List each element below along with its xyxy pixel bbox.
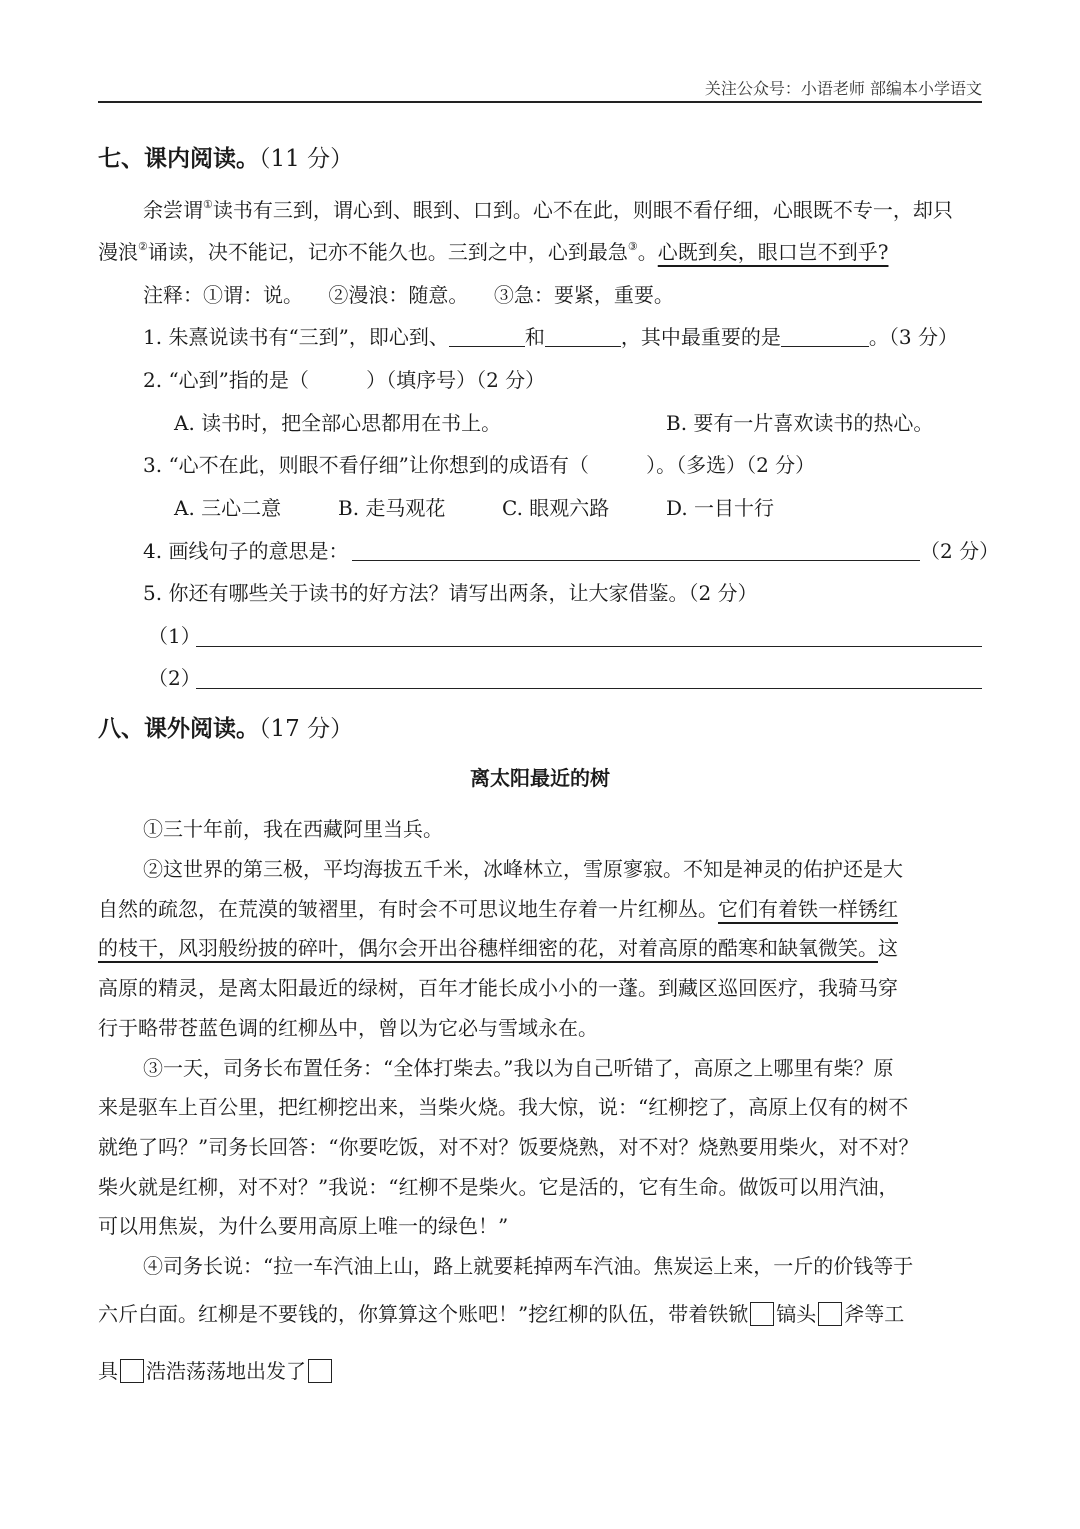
passage-title: 离太阳最近的树 xyxy=(470,766,610,790)
question-text: 和 xyxy=(524,325,545,349)
annotation-notes: 注释：①谓：说。 ②漫浪：随意。 ③急：要紧，重要。 xyxy=(143,283,674,307)
question-3-option-c: C. 眼观六路 xyxy=(502,496,610,520)
section-8-title-text: 八、课外阅读。 xyxy=(98,715,259,742)
answer-line-1[interactable] xyxy=(196,646,982,647)
question-2: 2. “心到”指的是（ ）（填序号）（2 分） xyxy=(143,368,546,392)
question-1 xyxy=(143,323,958,351)
paragraph-3-line-2: 来是驱车上百公里，把红柳挖出来，当柴火烧。我大惊，说：“红柳挖了，高原上仅有的树不 xyxy=(98,1095,909,1119)
paragraph-3-line-4: 柴火就是红柳，对不对？”我说：“红柳不是柴火。它是活的，它有生命。做饭可以用汽油， xyxy=(98,1175,899,1199)
paragraph-2-line-5: 行于略带苍蓝色调的红柳丛中，曾以为它必与雪域永在。 xyxy=(98,1016,598,1040)
question-text: 1. 朱熹说读书有“三到”，即心到、 xyxy=(143,325,449,349)
header-rule xyxy=(98,101,982,103)
passage-text: 斧等工 xyxy=(844,1302,905,1326)
section-8-score: （17 分） xyxy=(259,716,354,742)
paragraph-4-line-1: ④司务长说：“拉一车汽油上山，路上就要耗掉两车汽油。焦炭运上来，一斤的价钱等于 xyxy=(143,1254,914,1278)
paragraph-4-line-2 xyxy=(98,1300,904,1328)
question-text: 。（3 分） xyxy=(868,325,958,349)
answer-label-1: （1） xyxy=(148,624,201,648)
punctuation-box[interactable] xyxy=(120,1359,144,1383)
underlined-sentence: 的枝干，风羽般纷披的碎叶，偶尔会开出谷穗样细密的花，对着高原的酷寒和缺氧微笑。 xyxy=(98,936,878,960)
question-4: 4. 画线句子的意思是： xyxy=(143,539,349,563)
section-7-title-text: 七、课内阅读。 xyxy=(98,145,259,172)
question-2-option-b: B. 要有一片喜欢读书的热心。 xyxy=(666,411,934,435)
answer-line[interactable] xyxy=(352,560,920,561)
classical-passage-line-1 xyxy=(143,196,953,224)
question-3-option-a: A. 三心二意 xyxy=(174,496,282,520)
passage-text: 读书有三到，谓心到、眼到、口到。心不在此，则眼不看仔细，心眼既不专一，却只 xyxy=(212,198,953,222)
passage-text: 诵读，决不能记，记亦不能久也。三到之中，心到最急 xyxy=(147,240,628,264)
paragraph-3-line-3: 就绝了吗？”司务长回答：“你要吃饭，对不对？饭要烧熟，对不对？烧熟要用柴火，对不对？ xyxy=(98,1135,919,1159)
section-7-score: （11 分） xyxy=(259,146,354,172)
paragraph-1: ①三十年前，我在西藏阿里当兵。 xyxy=(143,817,443,841)
passage-text: 自然的疏忽，在荒漠的皱褶里，有时会不可思议地生存着一片红柳丛。 xyxy=(98,897,718,921)
question-text: ，其中最重要的是 xyxy=(620,325,781,349)
question-3-option-d: D. 一目十行 xyxy=(666,496,775,520)
paragraph-3-line-1: ③一天，司务长布置任务：“全体打柴去。”我以为自己听错了，高原之上哪里有柴？原 xyxy=(143,1056,894,1080)
punctuation-box[interactable] xyxy=(750,1302,774,1326)
passage-text: 。 xyxy=(637,240,658,264)
passage-text: 余尝谓 xyxy=(143,198,203,222)
section-7-title xyxy=(98,143,353,175)
question-4-score: （2 分） xyxy=(920,539,1000,563)
section-8-title xyxy=(98,713,353,745)
question-5: 5. 你还有哪些关于读书的好方法？请写出两条，让大家借鉴。（2 分） xyxy=(143,581,758,605)
punctuation-box[interactable] xyxy=(818,1302,842,1326)
paragraph-2-line-2 xyxy=(98,895,898,923)
question-2-option-a: A. 读书时，把全部心思都用在书上。 xyxy=(174,411,502,435)
punctuation-box[interactable] xyxy=(308,1359,332,1383)
page-header: 关注公众号：小语老师 部编本小学语文 xyxy=(704,79,982,98)
underlined-sentence: 心既到矣，眼口岂不到乎? xyxy=(657,240,889,264)
paragraph-2-line-4: 高原的精灵，是离太阳最近的绿树，百年才能长成小小的一蓬。到藏区巡回医疗，我骑马穿 xyxy=(98,976,898,1000)
paragraph-4-line-3 xyxy=(98,1357,334,1385)
underlined-sentence: 它们有着铁一样锈红 xyxy=(718,897,898,921)
note-mark: ② xyxy=(138,240,148,253)
answer-blank[interactable] xyxy=(449,325,525,347)
paragraph-2-line-1: ②这世界的第三极，平均海拔五千米，冰峰林立，雪原寥寂。不知是神灵的佑护还是大 xyxy=(143,857,903,881)
classical-passage-line-2 xyxy=(98,238,888,266)
passage-text: 六斤白面。红柳是不要钱的，你算算这个账吧！”挖红柳的队伍，带着铁锨 xyxy=(98,1302,749,1326)
note-mark: ① xyxy=(203,198,213,211)
answer-blank[interactable] xyxy=(545,325,621,347)
question-3-option-b: B. 走马观花 xyxy=(338,496,446,520)
passage-text: 具 xyxy=(98,1359,118,1383)
note-mark: ③ xyxy=(627,240,638,253)
answer-blank[interactable] xyxy=(781,325,869,347)
paragraph-2-line-3 xyxy=(98,934,898,962)
passage-text: 漫浪 xyxy=(98,240,138,264)
passage-text: 这 xyxy=(878,936,898,960)
question-3: 3. “心不在此，则眼不看仔细”让你想到的成语有（ ）。（多选）（2 分） xyxy=(143,453,816,477)
answer-label-2: （2） xyxy=(148,666,201,690)
passage-text: 镐头 xyxy=(776,1302,817,1326)
paragraph-3-line-5: 可以用焦炭，为什么要用高原上唯一的绿色！” xyxy=(98,1214,509,1238)
passage-text: 浩浩荡荡地出发了 xyxy=(146,1359,306,1383)
answer-line-2[interactable] xyxy=(196,688,982,689)
